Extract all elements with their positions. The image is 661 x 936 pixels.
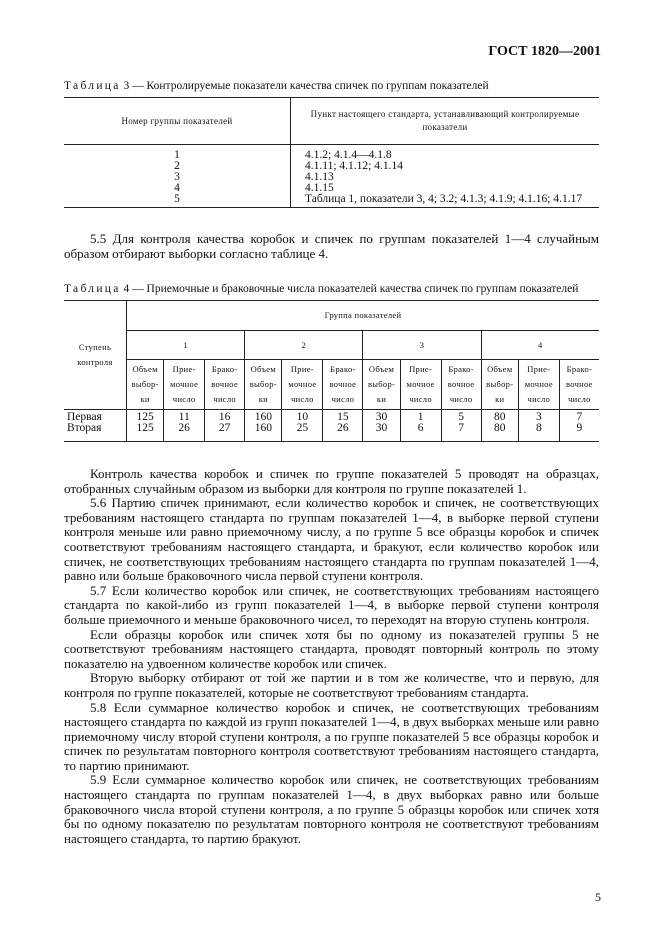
table4-stage: Вторая (67, 422, 102, 434)
table3-caption-word: Таблица (64, 80, 121, 92)
table3-header-clauses: Пункт настоящего стандарта, устанавливающий контролируемые показатели (291, 98, 600, 145)
table3-clauses: 4.1.2; 4.1.4—4.1.8 (305, 149, 392, 161)
table4-stage-column (64, 410, 127, 442)
table4-group-number: 3 (363, 331, 481, 360)
table4-cell: 80 80 (481, 410, 518, 442)
table3 (64, 97, 599, 208)
table3-group: 4 (174, 182, 180, 194)
table4-stage: Первая (67, 411, 102, 423)
table4-sub-header: Прие-мочное число (518, 360, 559, 410)
table3-clauses-column (291, 145, 600, 208)
table4-sub-header: Прие-мочное число (282, 360, 323, 410)
paragraph-5-8: 5.8 Если суммарное количество коробок и спичек, не соответствующих требованиям настоящего стандарта по каждой из групп показателей 1—4, в двух выборках меньше или равно приемочному числу второй ступени контроля, а по группе показателей 5 все образцы коробок и спичек по результатам повторного контроля соответствуют требованиям настоящего стандарта, то партию принимают. (64, 699, 599, 773)
table4-sub-header: Объем выбор-ки (481, 360, 518, 410)
paragraph-5-6: 5.6 Партию спичек принимают, если количество коробок и спичек, не соответствующих требованиям настоящего стандарта по группам показателей 1—4, в выборке первой ступени контроля меньше или равно приемочному числу, а по группе 5 все образцы коробок и спичек соответствуют требованиям настоящего стандарта, и бракуют, если количество коробок или спичек, не соответствующих требованиям настоящего стандарта по группам показателей 1—4, равно или больше браковочного числа первой ступени контроля. (64, 495, 599, 584)
table4-sub-header: Брако-вочное число (205, 360, 245, 410)
table4-cell: 160 160 (245, 410, 282, 442)
table3-group: 1 (174, 149, 180, 161)
paragraph-5-5-text: 5.5 Для контроля качества коробок и спичек по группам показателей 1—4 случайным образом отбирают выборки согласно таблице 4. (64, 231, 599, 261)
table4-cell: 7 9 (559, 410, 599, 442)
table4-sub-header: Объем выбор-ки (363, 360, 400, 410)
paragraph: Контроль качества коробок и спичек по группе показателей 5 проводят на образцах, отобранных случайным образом из выборки для контроля по группе показателей 1. (64, 466, 599, 496)
table3-group-column (64, 145, 291, 208)
table3-header-group: Номер группы показателей (64, 98, 291, 145)
table4-sub-header: Прие-мочное число (164, 360, 205, 410)
paragraph: Вторую выборку отбирают от той же партии и в том же количестве, что и первую, для контроля по группе показателей, которые не соответствуют требованиям стандарта. (64, 670, 599, 700)
table4 (64, 300, 599, 442)
table4-sub-header: Брако-вочное число (441, 360, 481, 410)
table3-clauses: 4.1.15 (305, 182, 334, 194)
table4-sub-header: Прие-мочное число (400, 360, 441, 410)
table4-group-number: 1 (127, 331, 245, 360)
table3-caption (64, 80, 489, 92)
standard-code: ГОСТ 1820—2001 (488, 44, 601, 59)
table4-sub-header: Брако-вочное число (323, 360, 363, 410)
table4-caption-number: 4 (123, 283, 130, 295)
table4-group-header: Группа показателей (127, 301, 600, 331)
page-number: 5 (595, 890, 601, 904)
table4-cell: 5 7 (441, 410, 481, 442)
table4-sub-header: Объем выбор-ки (127, 360, 164, 410)
table3-caption-text: — Контролируемые показатели качества спичек по группам показателей (132, 80, 489, 92)
table4-caption-word: Таблица (64, 283, 121, 295)
table4-cell: 16 27 (205, 410, 245, 442)
paragraph: Если образцы коробок или спичек хотя бы по одному из показателей группы 5 не соответствуют требованиям настоящего стандарта, проводят повторный контроль по этому показателю на удвоенном количестве коробок или спичек. (64, 626, 599, 671)
table3-group: 2 (174, 160, 180, 172)
table4-cell: 30 30 (363, 410, 400, 442)
table3-clauses: Таблица 1, показатели 3, 4; 3.2; 4.1.3; 4.1.9; 4.1.16; 4.1.17 (305, 193, 583, 205)
paragraph-5-9: 5.9 Если суммарное количество коробок или спичек, не соответствующих требованиям настоящего стандарта по группам показателей 1—4, в двух выборках равно или больше браковочного числа второй ступени контроля, а по группе 5 образцы коробок или спичек хотя бы по одному показателю по результатам повторного контроля не соответствуют требованиям настоящего стандарта, то партию бракуют. (64, 772, 599, 846)
table4-cell: 11 26 (164, 410, 205, 442)
table3-clauses: 4.1.11; 4.1.12; 4.1.14 (305, 160, 403, 172)
table4-group-number: 4 (481, 331, 599, 360)
table3-clauses: 4.1.13 (305, 171, 334, 183)
table3-caption-number: 3 (123, 80, 130, 92)
table4-cell: 3 8 (518, 410, 559, 442)
table4-sub-header: Брако-вочное число (559, 360, 599, 410)
table4-group-number: 2 (245, 331, 363, 360)
table4-cell: 15 26 (323, 410, 363, 442)
table3-group: 3 (174, 171, 180, 183)
table4-caption-text: — Приемочные и браковочные числа показателей качества спичек по группам показателей (132, 283, 579, 295)
table4-caption (64, 283, 578, 295)
paragraph-5-5 (64, 232, 599, 261)
table4-cell: 125 125 (127, 410, 164, 442)
table4-sub-header: Объем выбор-ки (245, 360, 282, 410)
table4-cell: 1 6 (400, 410, 441, 442)
table3-group: 5 (174, 193, 180, 205)
paragraph-5-7: 5.7 Если количество коробок или спичек, не соответствующих требованиям настоящего стандарта по какой-либо из групп показателей 1—4, в выборке первой ступени контроля больше приемочного и меньше браковочного чисел, то переходят на вторую ступень контроля. (64, 582, 599, 627)
table4-stage-header: Ступень контроля (64, 301, 127, 410)
main-text (64, 467, 599, 846)
table4-cell: 10 25 (282, 410, 323, 442)
